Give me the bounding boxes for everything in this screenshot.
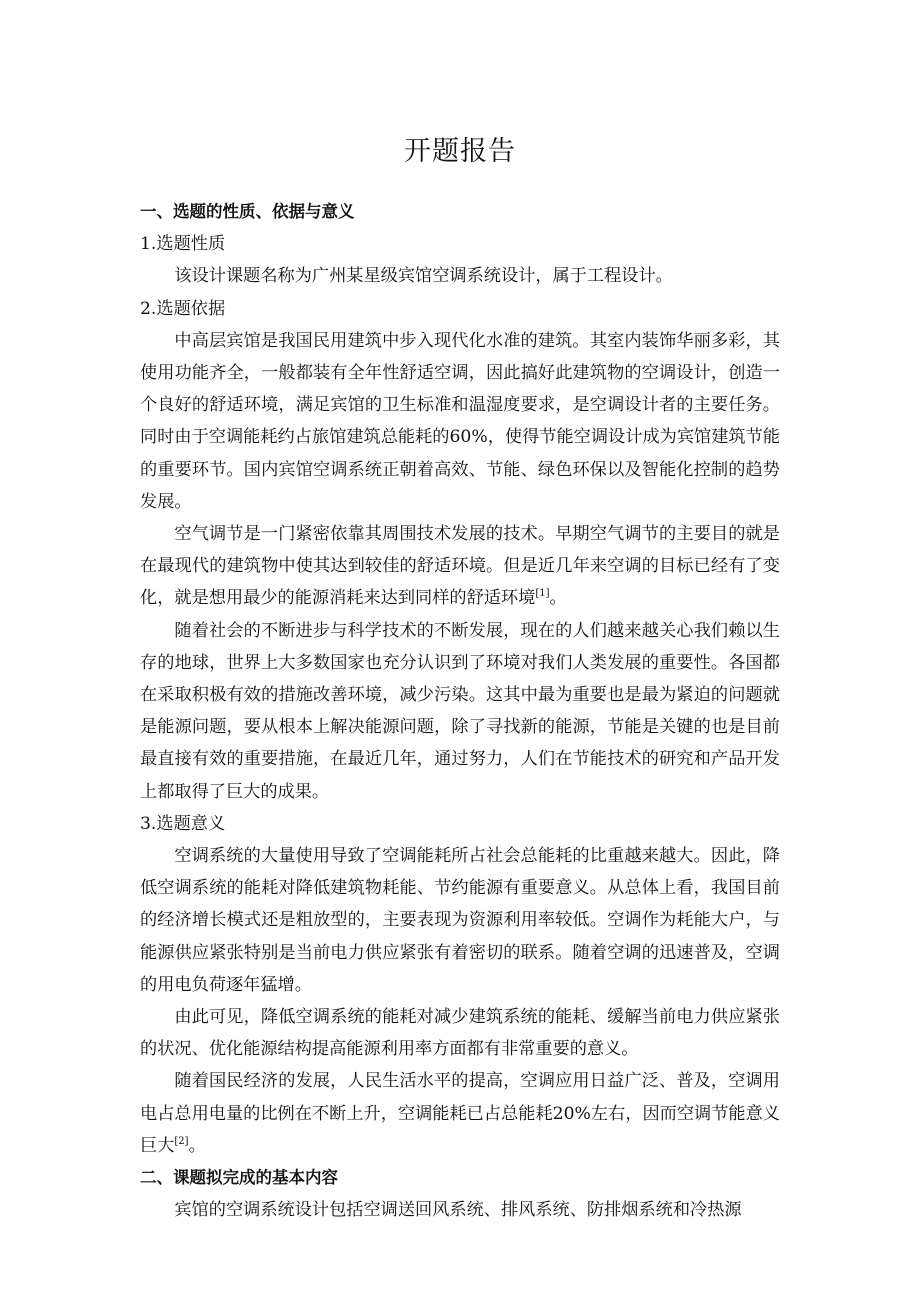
section-heading-1: 一、选题的性质、依据与意义 xyxy=(140,202,355,221)
subsection-heading-nature: 1.选题性质 xyxy=(140,234,226,255)
paragraph-basis-1: 中高层宾馆是我国民用建筑中步入现代化水准的建筑。其室内装饰华丽多彩，其使用功能齐全，一般都装有全年性舒适空调，因此搞好此建筑物的空调设计，创造一个良好的舒适环境，满足宾馆的卫生标准和温湿度要求，是空调设计者的主要任务。同时由于空调能耗约占旅馆建筑总能耗的60%，使得节能空调设计成为宾馆建筑节能的重要环节。国内宾馆空调系统正朝着高效、节能、绿色环保以及智能化控制的趋势发展。 xyxy=(140,330,780,512)
document-body xyxy=(140,196,780,1227)
page-title: 开题报告 xyxy=(404,136,516,167)
citation-ref-1: [1] xyxy=(535,588,550,600)
paragraph-basis-2 xyxy=(140,518,780,615)
paragraph-end: 。 xyxy=(188,1135,206,1156)
subsection-heading-significance: 3.选题意义 xyxy=(140,813,226,834)
paragraph-text: 随着国民经济的发展，人民生活水平的提高，空调应用日益广泛、普及，空调用电占总用电量的比例在不断上升，空调能耗已占总能耗20%左右，因而空调节能意义巨大 xyxy=(140,1071,780,1156)
paragraph-basis-3: 随着社会的不断进步与科学技术的不断发展，现在的人们越来越关心我们赖以生存的地球，世界上大多数国家也充分认识到了环境对我们人类发展的重要性。各国都在采取积极有效的措施改善环境，减少污染。这其中最为重要也是最为紧迫的问题就是能源问题，要从根本上解决能源问题，除了寻找新的能源，节能是关键的也是目前最直接有效的重要措施，在最近几年，通过努力，人们在节能技术的研究和产品开发上都取得了巨大的成果。 xyxy=(140,620,780,802)
paragraph-significance-1: 空调系统的大量使用导致了空调能耗所占社会总能耗的比重越来越大。因此，降低空调系统的能耗对降低建筑物耗能、节约能源有重要意义。从总体上看，我国目前的经济增长模式还是粗放型的，主要表现为资源利用率较低。空调作为耗能大户，与能源供应紧张特别是当前电力供应紧张有着密切的联系。随着空调的迅速普及，空调的用电负荷逐年猛增。 xyxy=(140,846,780,995)
paragraph-significance-2: 由此可见，降低空调系统的能耗对减少建筑系统的能耗、缓解当前电力供应紧张的状况、优化能源结构提高能源利用率方面都有非常重要的意义。 xyxy=(140,1007,780,1060)
citation-ref-2: [2] xyxy=(174,1135,189,1147)
paragraph-content-1: 宾馆的空调系统设计包括空调送回风系统、排风系统、防排烟系统和冷热源 xyxy=(174,1200,742,1221)
paragraph-end: 。 xyxy=(549,588,567,609)
paragraph-significance-3 xyxy=(140,1065,780,1162)
paragraph-text: 空气调节是一门紧密依靠其周围技术发展的技术。早期空气调节的主要目的就是在最现代的建筑物中使其达到较佳的舒适环境。但是近几年来空调的目标已经有了变化，就是想用最少的能源消耗来达到同样的舒适环境 xyxy=(140,524,780,609)
subsection-heading-basis: 2.选题依据 xyxy=(140,298,226,319)
section-heading-2: 二、课题拟完成的基本内容 xyxy=(140,1168,338,1188)
paragraph-nature: 该设计课题名称为广州某星级宾馆空调系统设计，属于工程设计。 xyxy=(174,266,673,287)
